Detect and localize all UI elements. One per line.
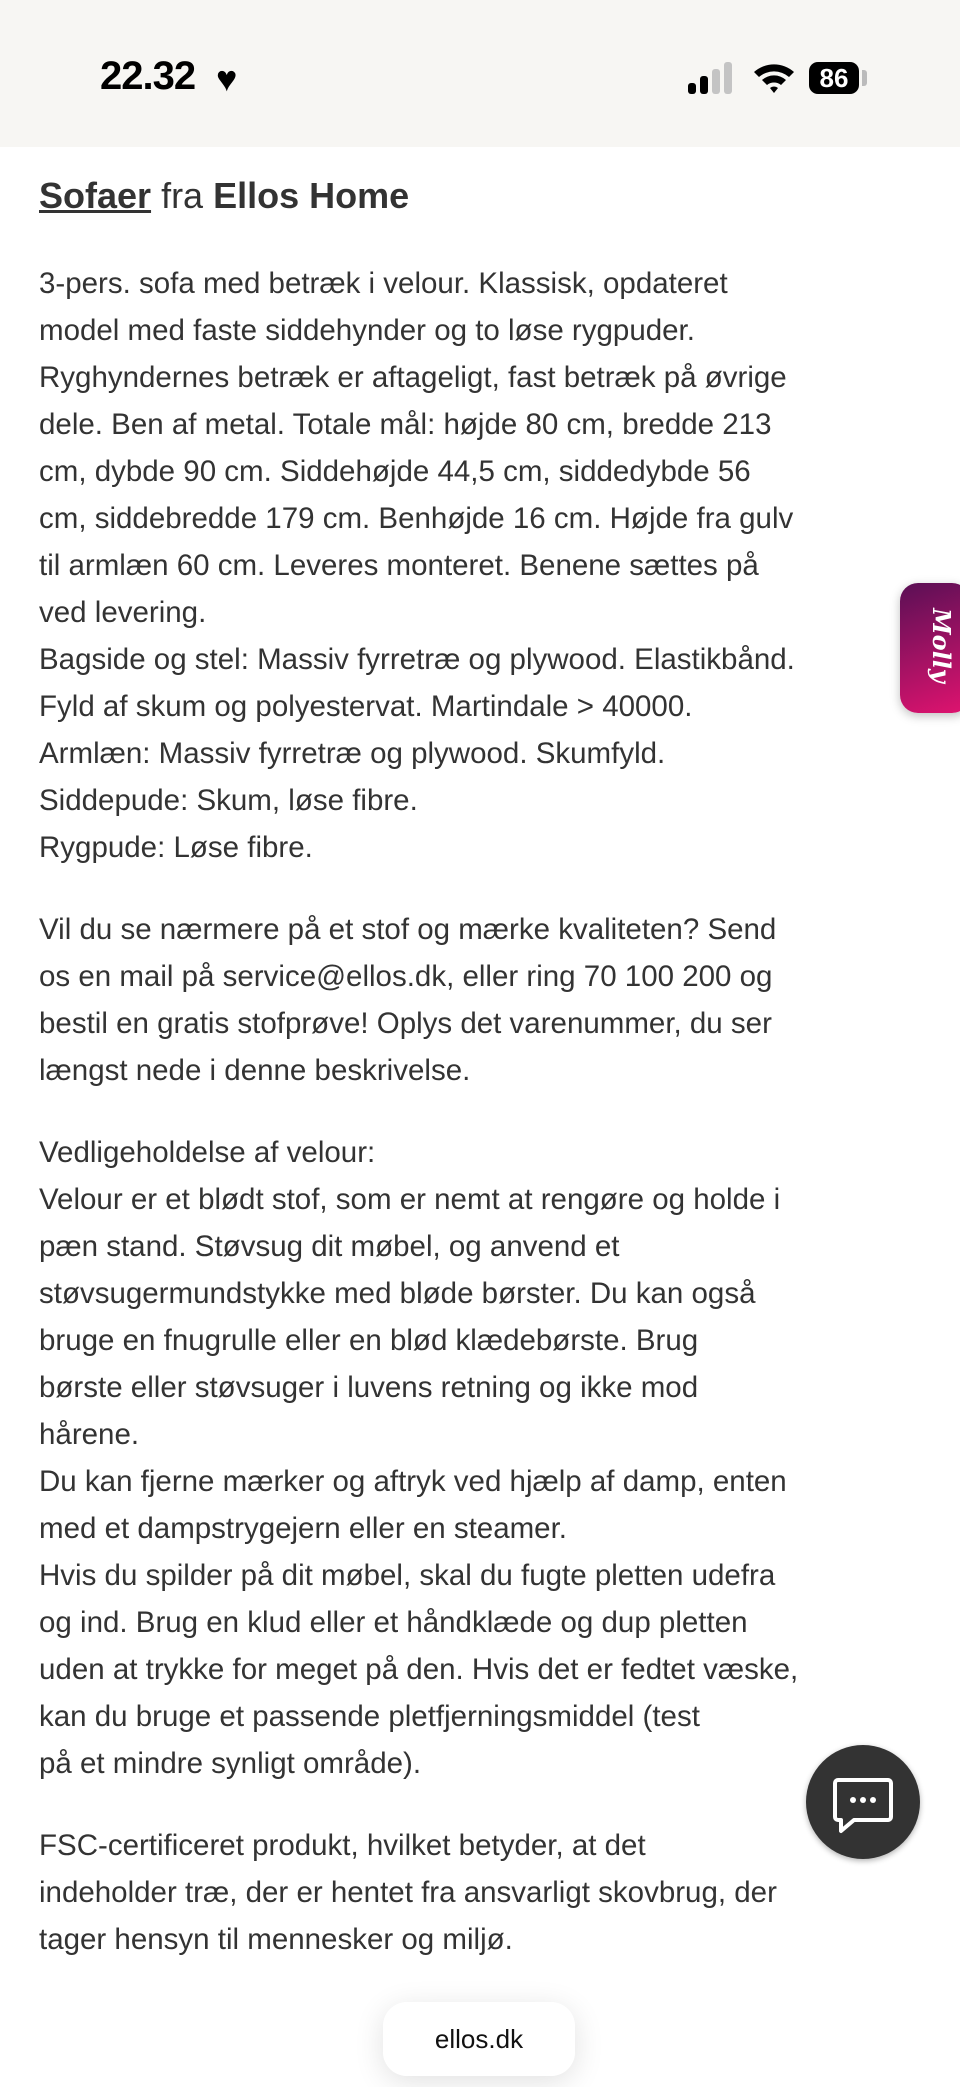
- description-paragraph: [39, 1822, 939, 1963]
- text-line: Vil du se nærmere på et stof og mærke kvaliteten? Send: [39, 913, 777, 946]
- battery-indicator: 86: [809, 62, 859, 94]
- text-line: med et dampstrygejern eller en steamer.: [39, 1512, 567, 1545]
- description-paragraphs: [39, 260, 939, 1963]
- text-line: Rygpude: Løse fibre.: [39, 831, 313, 864]
- brand-heading: [39, 170, 939, 222]
- description-paragraph: [39, 260, 939, 871]
- text-line: tager hensyn til mennesker og miljø.: [39, 1923, 513, 1956]
- text-line: Velour er et blødt stof, som er nemt at rengøre og holde i: [39, 1183, 781, 1216]
- text-line: indeholder træ, der er hentet fra ansvarligt skovbrug, der: [39, 1876, 777, 1909]
- wifi-icon: [752, 60, 796, 94]
- text-line: på et mindre synligt område).: [39, 1747, 422, 1780]
- product-description: [39, 170, 939, 1998]
- heart-icon: ♥: [216, 58, 238, 99]
- text-line: Fyld af skum og polyestervat. Martindale > 40000.: [39, 690, 693, 723]
- text-line: Siddepude: Skum, løse fibre.: [39, 784, 418, 817]
- url-domain: ellos.dk: [434, 2024, 524, 2054]
- text-line: bestil en gratis stofprøve! Oplys det varenummer, du ser: [39, 1007, 772, 1040]
- text-line: model med faste siddehynder og to løse rygpuder.: [39, 314, 695, 347]
- text-line: Hvis du spilder på dit møbel, skal du fugte pletten udefra: [39, 1559, 776, 1592]
- description-paragraph: [39, 1129, 939, 1787]
- text-line: cm, siddebredde 179 cm. Benhøjde 16 cm. Højde fra gulv: [39, 502, 794, 535]
- battery-cap: [862, 70, 867, 86]
- chat-button[interactable]: [806, 1745, 920, 1859]
- text-line: Ryghyndernes betræk er aftageligt, fast betræk på øvrige: [39, 361, 787, 394]
- brand-name: Ellos Home: [213, 175, 410, 216]
- text-line: Vedligeholdelse af velour:: [39, 1136, 376, 1169]
- cellular-signal-icon: [688, 62, 734, 94]
- text-line: ved levering.: [39, 596, 207, 629]
- text-line: børste eller støvsuger i luvens retning og ikke mod: [39, 1371, 699, 1404]
- text-line: 3-pers. sofa med betræk i velour. Klassisk, opdateret: [39, 267, 728, 300]
- text-line: bruge en fnugrulle eller en blød klædebørste. Brug: [39, 1324, 699, 1357]
- molly-assistant-tab[interactable]: [900, 583, 960, 713]
- text-line: pæn stand. Støvsug dit møbel, og anvend et: [39, 1230, 620, 1263]
- text-line: støvsugermundstykke med bløde børster. Du kan også: [39, 1277, 756, 1310]
- text-line: FSC-certificeret produkt, hvilket betyder, at det: [39, 1829, 646, 1862]
- text-line: dele. Ben af metal. Totale mål: højde 80 cm, bredde 213: [39, 408, 772, 441]
- connector-text: fra: [161, 175, 204, 216]
- text-line: cm, dybde 90 cm. Siddehøjde 44,5 cm, siddedybde 56: [39, 455, 751, 488]
- status-time: 22.32: [100, 54, 196, 98]
- text-line: længst nede i denne beskrivelse.: [39, 1054, 471, 1087]
- text-line: uden at trykke for meget på den. Hvis det er fedtet væske,: [39, 1653, 799, 1686]
- text-line: til armlæn 60 cm. Leveres monteret. Benene sættes på: [39, 549, 759, 582]
- category-link[interactable]: Sofaer: [39, 175, 152, 216]
- text-line: og ind. Brug en klud eller et håndklæde og dup pletten: [39, 1606, 748, 1639]
- url-bar-pill[interactable]: [383, 2002, 575, 2076]
- text-line: os en mail på service@ellos.dk, eller ring 70 100 200 og: [39, 960, 773, 993]
- text-line: Du kan fjerne mærker og aftryk ved hjælp af damp, enten: [39, 1465, 787, 1498]
- status-bar: [0, 0, 960, 147]
- text-line: Armlæn: Massiv fyrretræ og plywood. Skumfyld.: [39, 737, 666, 770]
- chat-bubble-icon: [806, 1745, 920, 1859]
- text-line: Bagside og stel: Massiv fyrretræ og plywood. Elastikbånd.: [39, 643, 795, 676]
- text-line: hårene.: [39, 1418, 140, 1451]
- molly-label: Molly: [926, 608, 956, 683]
- text-line: kan du bruge et passende pletfjerningsmiddel (test: [39, 1700, 700, 1733]
- description-paragraph: [39, 906, 939, 1094]
